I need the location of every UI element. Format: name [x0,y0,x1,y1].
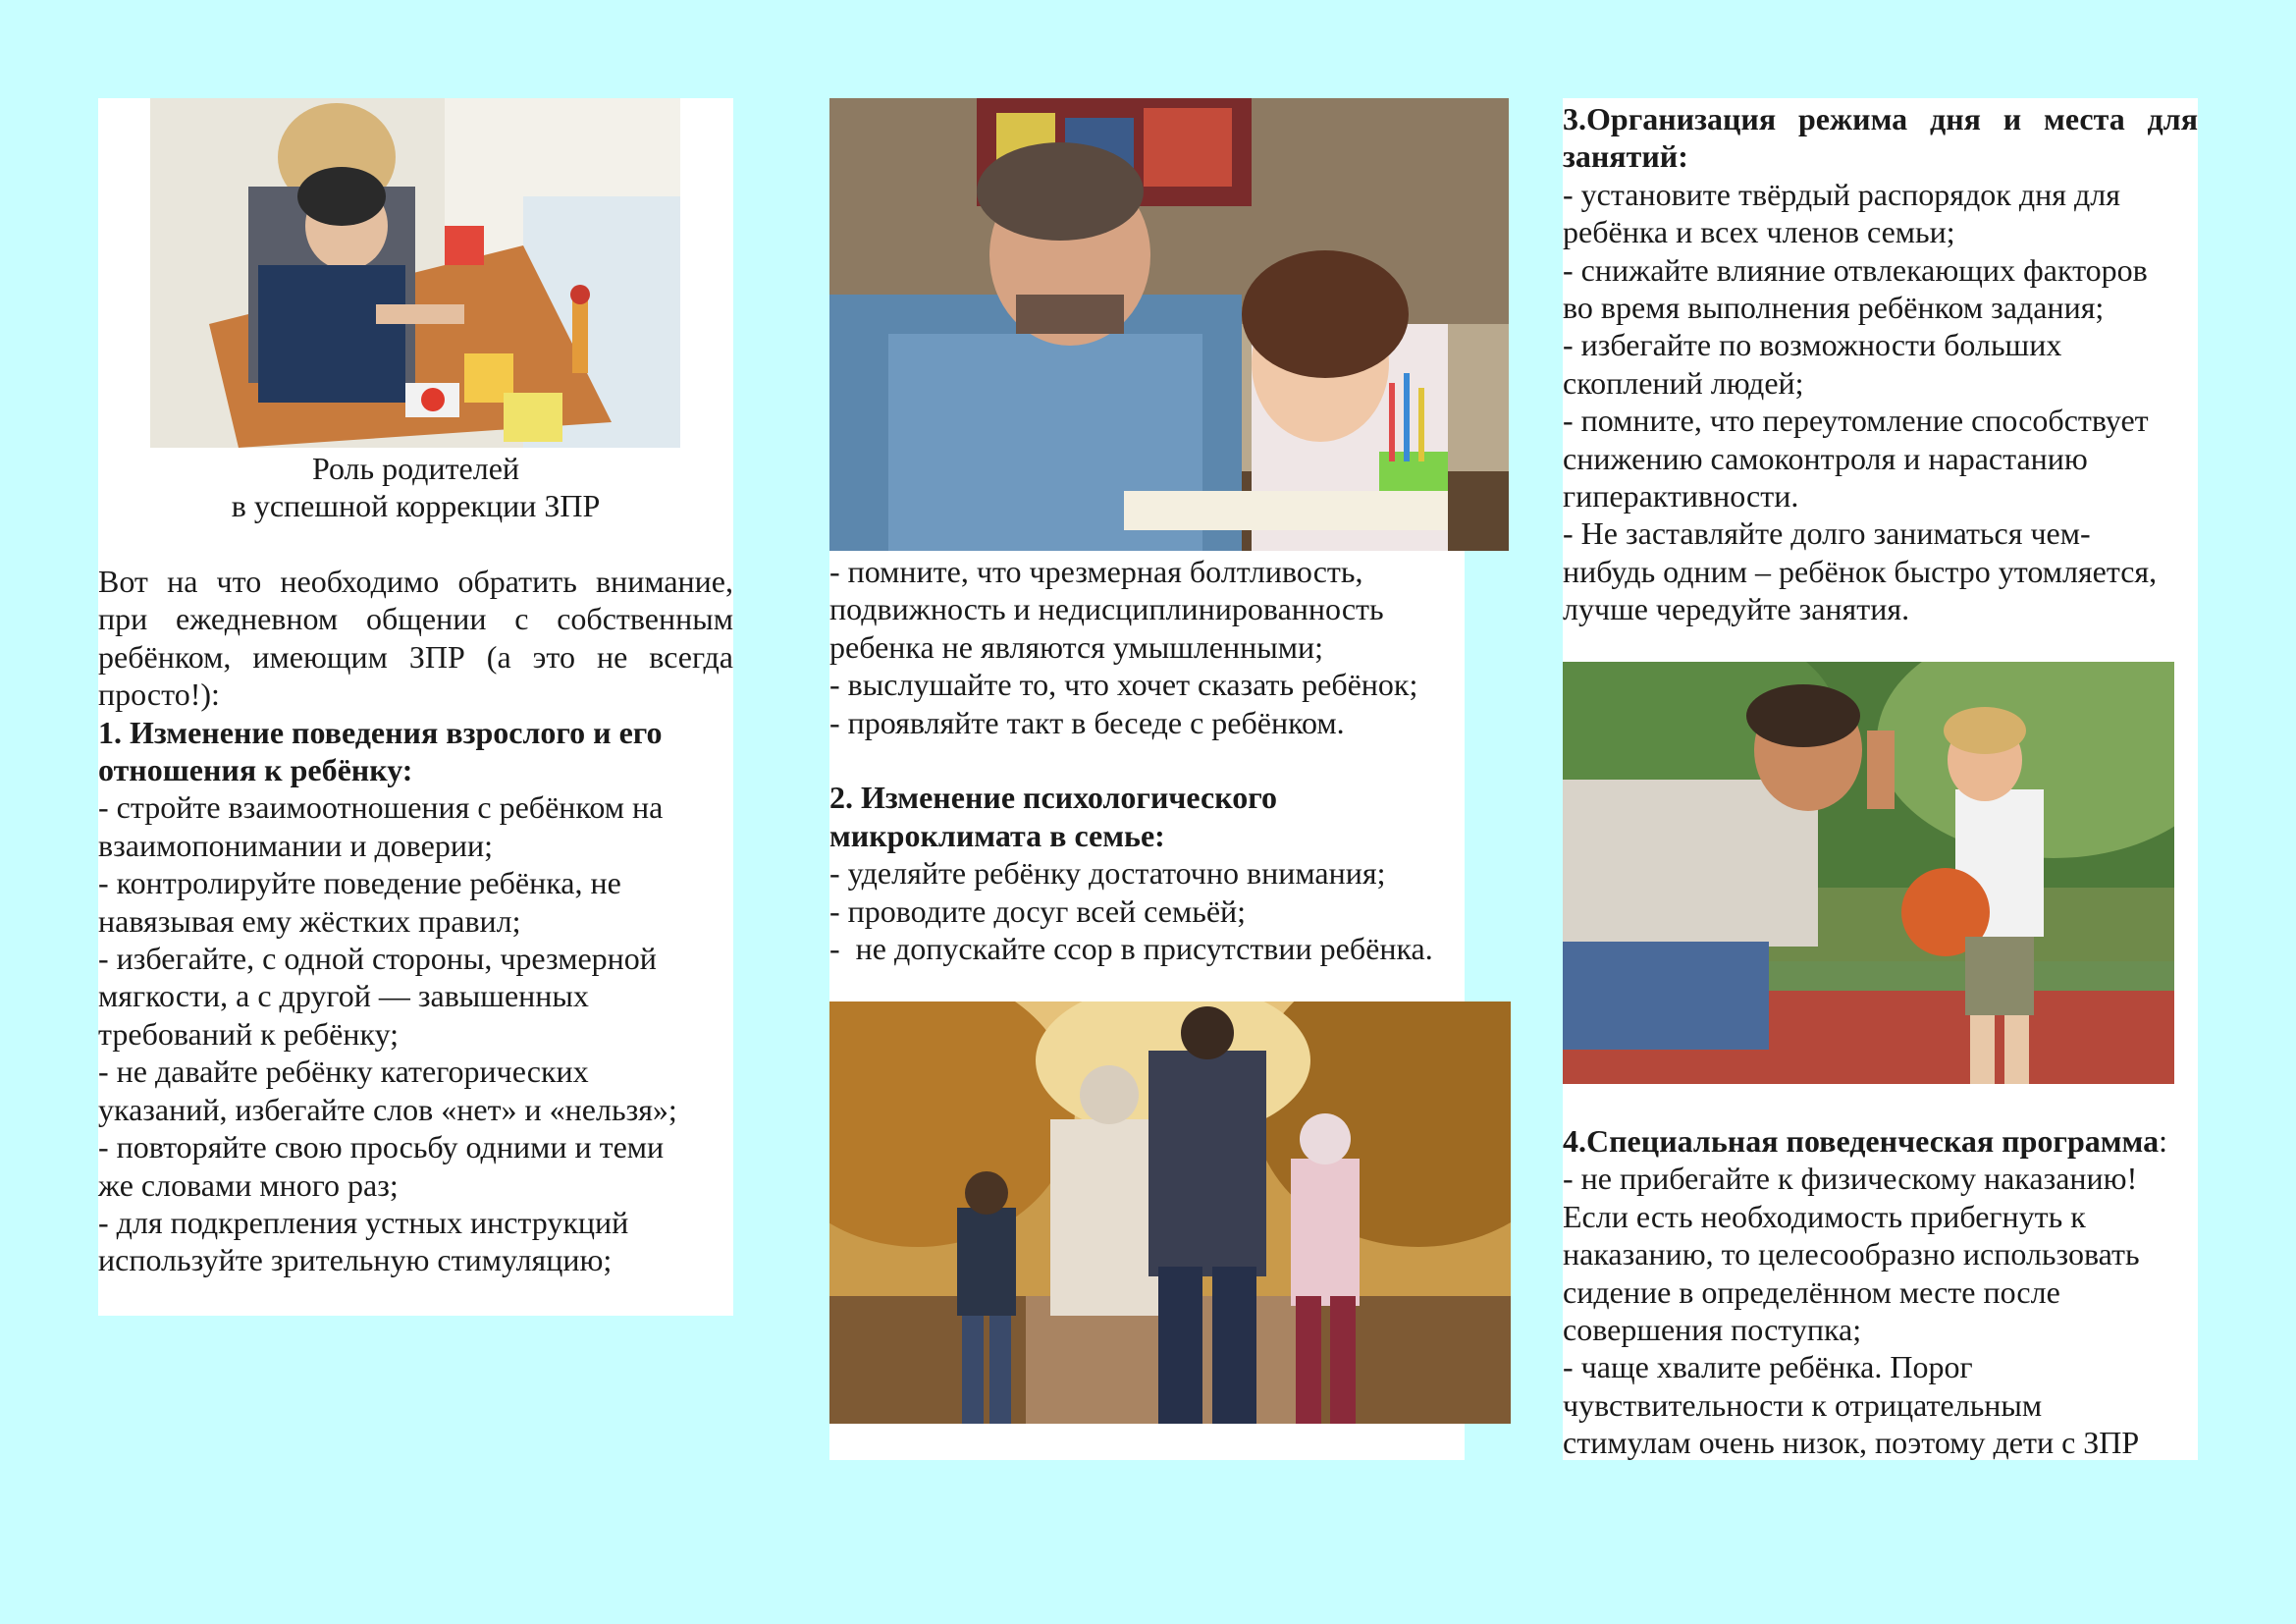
section2-heading-line-2: микроклимата в семье: [829,817,1165,853]
list-line: ребенка не являются умышленными; [829,628,1324,665]
list-line: - избегайте по возможности больших [1563,327,2062,363]
brochure-title [98,450,733,525]
list-line: нибудь одним – ребёнок быстро утомляется, [1563,553,2158,589]
list-line: подвижность и недисциплинированность [829,591,1384,627]
title-line-1: Роль родителей [311,451,520,486]
section1-heading: 1. Изменение поведения взрослого и его отношения к ребёнку: [98,714,663,788]
section3-heading: 3.Организация режима дня и места для занятий: [1563,101,2198,175]
list-line: наказанию, то целесообразно использовать [1563,1236,2140,1272]
section2-heading-line-1: 2. Изменение психологического [829,780,1277,816]
list-line: - чаще хвалите ребёнка. Порог [1563,1349,1973,1385]
list-line: совершения поступка; [1563,1312,1862,1348]
column2-body [829,553,1465,967]
list-line: - повторяйте свою просьбу одними и теми [98,1129,665,1165]
section4-heading-row [1563,1122,2211,1160]
photo-father-and-daughter-drawing [829,98,1509,551]
list-line: - установите твёрдый распорядок дня для [1563,176,2120,212]
list-line: - помните, что переутомление способствует [1563,403,2149,439]
list-line: используйте зрительную стимуляцию; [98,1242,613,1278]
list-line: требований к ребёнку; [98,1015,400,1052]
list-line: - не прибегайте к физическому наказанию! [1563,1161,2138,1197]
list-line: навязывая ему жёстких правил; [98,902,521,939]
title-line-2: в успешной коррекции ЗПР [231,488,601,524]
section4-heading: 4.Специальная поведенческая программа [1563,1123,2160,1159]
list-line: ребёнка и всех членов семьи; [1563,214,1955,250]
list-line: - для подкрепления устных инструкций [98,1204,629,1240]
list-line: взаимопонимании и доверии; [98,827,493,863]
list-line: - не давайте ребёнку категорических [98,1054,589,1090]
column3-bottom-body [1563,1122,2211,1462]
list-line: указаний, избегайте слов «нет» и «нельзя»; [98,1091,677,1127]
photo-father-and-son-high-five [1563,662,2174,1084]
list-line: скоплений людей; [1563,364,1804,401]
section4-heading-colon: : [2159,1123,2167,1159]
list-line: - выслушайте то, что хочет сказать ребёнок; [829,667,1418,703]
column3-top-body [1563,100,2198,628]
list-line: - уделяйте ребёнку достаточно внимания; [829,855,1386,892]
list-line: во время выполнения ребёнком задания; [1563,290,2105,326]
list-line: же словами много раз; [98,1166,399,1203]
list-line: - проводите досуг всей семьёй; [829,893,1247,929]
list-line: Если есть необходимость прибегнуть к [1563,1198,2086,1234]
list-line: гиперактивности. [1563,478,1799,514]
column1-body [98,563,733,1279]
list-line: стимулам очень низок, поэтому дети с ЗПР [1563,1425,2140,1461]
list-line: - стройте взаимоотношения с ребёнком на [98,789,664,826]
intro-paragraph: Вот на что необходимо обратить внимание, при ежедневном общении с собственным ребёнком, имеющим ЗПР (а это не всегда просто!): [98,564,733,713]
list-line: - контролируйте поведение ребёнка, не [98,865,621,901]
photo-mother-and-son-learning [150,98,680,448]
list-line: - проявляйте такт в беседе с ребёнком. [829,704,1345,740]
list-line: - Не заставляйте долго заниматься чем- [1563,515,2091,552]
list-line: чувствительности к отрицательным [1563,1386,2043,1423]
list-line: лучше чередуйте занятия. [1563,591,1910,627]
list-line: сидение в определённом месте после [1563,1273,2060,1310]
list-line: - не допускайте ссор в присутствии ребёнка. [829,931,1433,967]
photo-family-walking-autumn [829,1001,1511,1424]
list-line: - избегайте, с одной стороны, чрезмерной [98,941,657,977]
list-line: - снижайте влияние отвлекающих факторов [1563,251,2148,288]
list-line: снижению самоконтроля и нарастанию [1563,440,2088,476]
list-line: мягкости, а с другой — завышенных [98,978,589,1014]
list-line: - помните, что чрезмерная болтливость, [829,554,1363,589]
